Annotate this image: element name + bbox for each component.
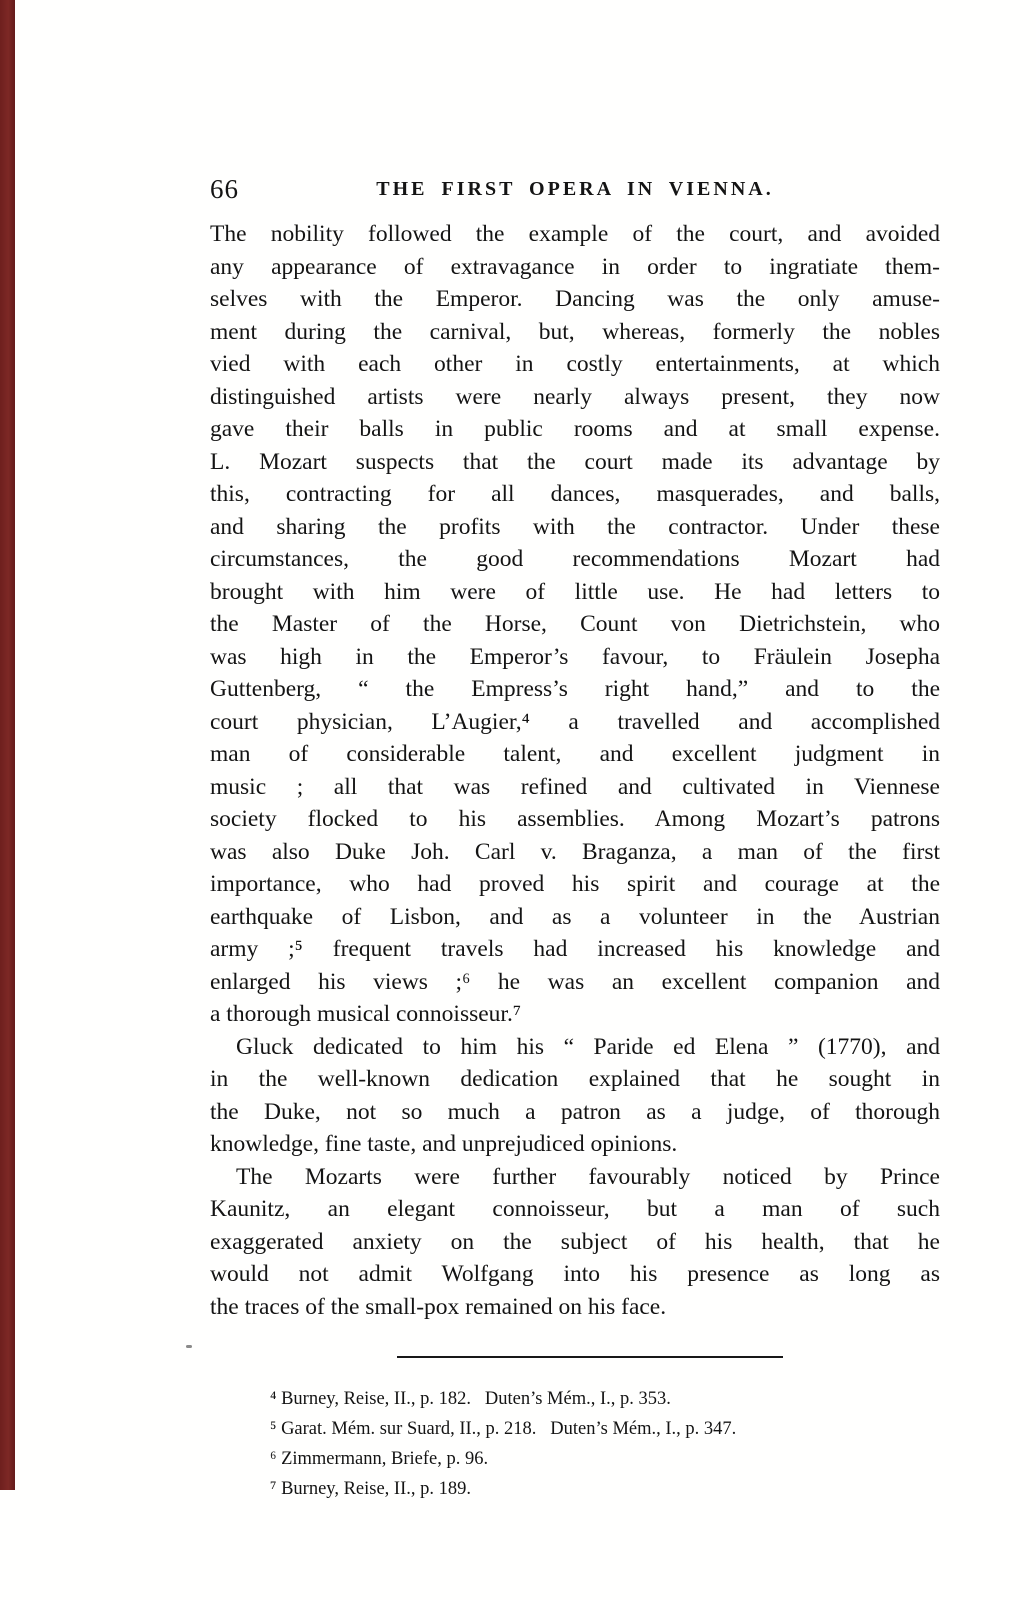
body-line: court physician, L’Augier,⁴ a travelled and accomplished (210, 708, 940, 735)
paragraph (210, 218, 940, 1031)
running-header (210, 172, 940, 206)
footnote-line: ⁶ Zimmermann, Briefe, p. 96. (270, 1449, 489, 1469)
body-line: vied with each other in costly entertainments, at which (210, 351, 940, 377)
body-line: L. Mozart suspects that the court made its advantage by (210, 448, 940, 475)
body-line: the Master of the Horse, Count von Dietrichstein, who (210, 611, 940, 637)
body-line: society flocked to his assemblies. Among Mozart’s patrons (210, 806, 940, 832)
running-title: THE FIRST OPERA IN VIENNA. (376, 178, 774, 200)
body-line: brought with him were of little use. He had letters to (210, 578, 940, 605)
body-line: distinguished artists were nearly always present, they now (210, 383, 940, 410)
body-line: importance, who had proved his spirit and courage at the (210, 871, 940, 897)
body-line: a thorough musical connoisseur.⁷ (210, 1001, 522, 1027)
body-line: was also Duke Joh. Carl v. Braganza, a man of the first (210, 838, 940, 865)
body-line: exaggerated anxiety on the subject of his health, that he (210, 1228, 940, 1255)
body-line: the Duke, not so much a patron as a judge, of thorough (210, 1098, 940, 1125)
body-line: was high in the Emperor’s favour, to Fräulein Josepha (210, 643, 940, 670)
footnote-line: ⁴ Burney, Reise, II., p. 182. Duten’s Mém., I., p. 353. (270, 1389, 671, 1409)
paragraph (210, 1161, 940, 1324)
body-line: gave their balls in public rooms and at small expense. (210, 416, 940, 442)
scan-speck (186, 1345, 192, 1348)
body-line: knowledge, fine taste, and unprejudiced opinions. (210, 1131, 678, 1157)
body-line: and sharing the profits with the contractor. Under these (210, 513, 940, 540)
body-line: this, contracting for all dances, masquerades, and balls, (210, 481, 940, 507)
footnote-line: ⁵ Garat. Mém. sur Suard, II., p. 218. Duten’s Mém., I., p. 347. (270, 1419, 737, 1439)
paragraph (210, 1031, 940, 1161)
body-line: army ;⁵ frequent travels had increased his knowledge and (210, 936, 940, 962)
footnote-separator-rule (397, 1356, 783, 1358)
body-line: earthquake of Lisbon, and as a volunteer in the Austrian (210, 903, 940, 930)
body-line: enlarged his views ;⁶ he was an excellent companion and (210, 968, 940, 995)
body-line: ment during the carnival, but, whereas, formerly the nobles (210, 318, 940, 345)
body-line: Guttenberg, “ the Empress’s right hand,” and to the (210, 676, 940, 702)
body-line: in the well-known dedication explained that he sought in (210, 1066, 940, 1092)
body-line: Gluck dedicated to him his “ Paride ed Elena ” (1770), and (236, 1033, 940, 1060)
body-line: music ; all that was refined and cultivated in Viennese (210, 773, 940, 800)
page-number: 66 (210, 174, 239, 204)
body-line: any appearance of extravagance in order to ingratiate them- (210, 253, 940, 280)
body-line: circumstances, the good recommendations Mozart had (210, 546, 940, 572)
footnotes (270, 1384, 930, 1504)
body-line: Kaunitz, an elegant connoisseur, but a man of such (210, 1196, 940, 1222)
footnote-line: ⁷ Burney, Reise, II., p. 189. (270, 1479, 472, 1499)
book-binding-stripe (0, 0, 15, 1490)
body-line: selves with the Emperor. Dancing was the only amuse- (210, 286, 940, 312)
body-line: man of considerable talent, and excellent judgment in (210, 741, 940, 767)
body-line: would not admit Wolfgang into his presence as long as (210, 1261, 940, 1287)
body-line: The Mozarts were further favourably noticed by Prince (236, 1163, 940, 1190)
body-line: the traces of the small-pox remained on his face. (210, 1293, 667, 1320)
body-text (210, 218, 940, 1323)
body-line: The nobility followed the example of the court, and avoided (210, 221, 940, 247)
